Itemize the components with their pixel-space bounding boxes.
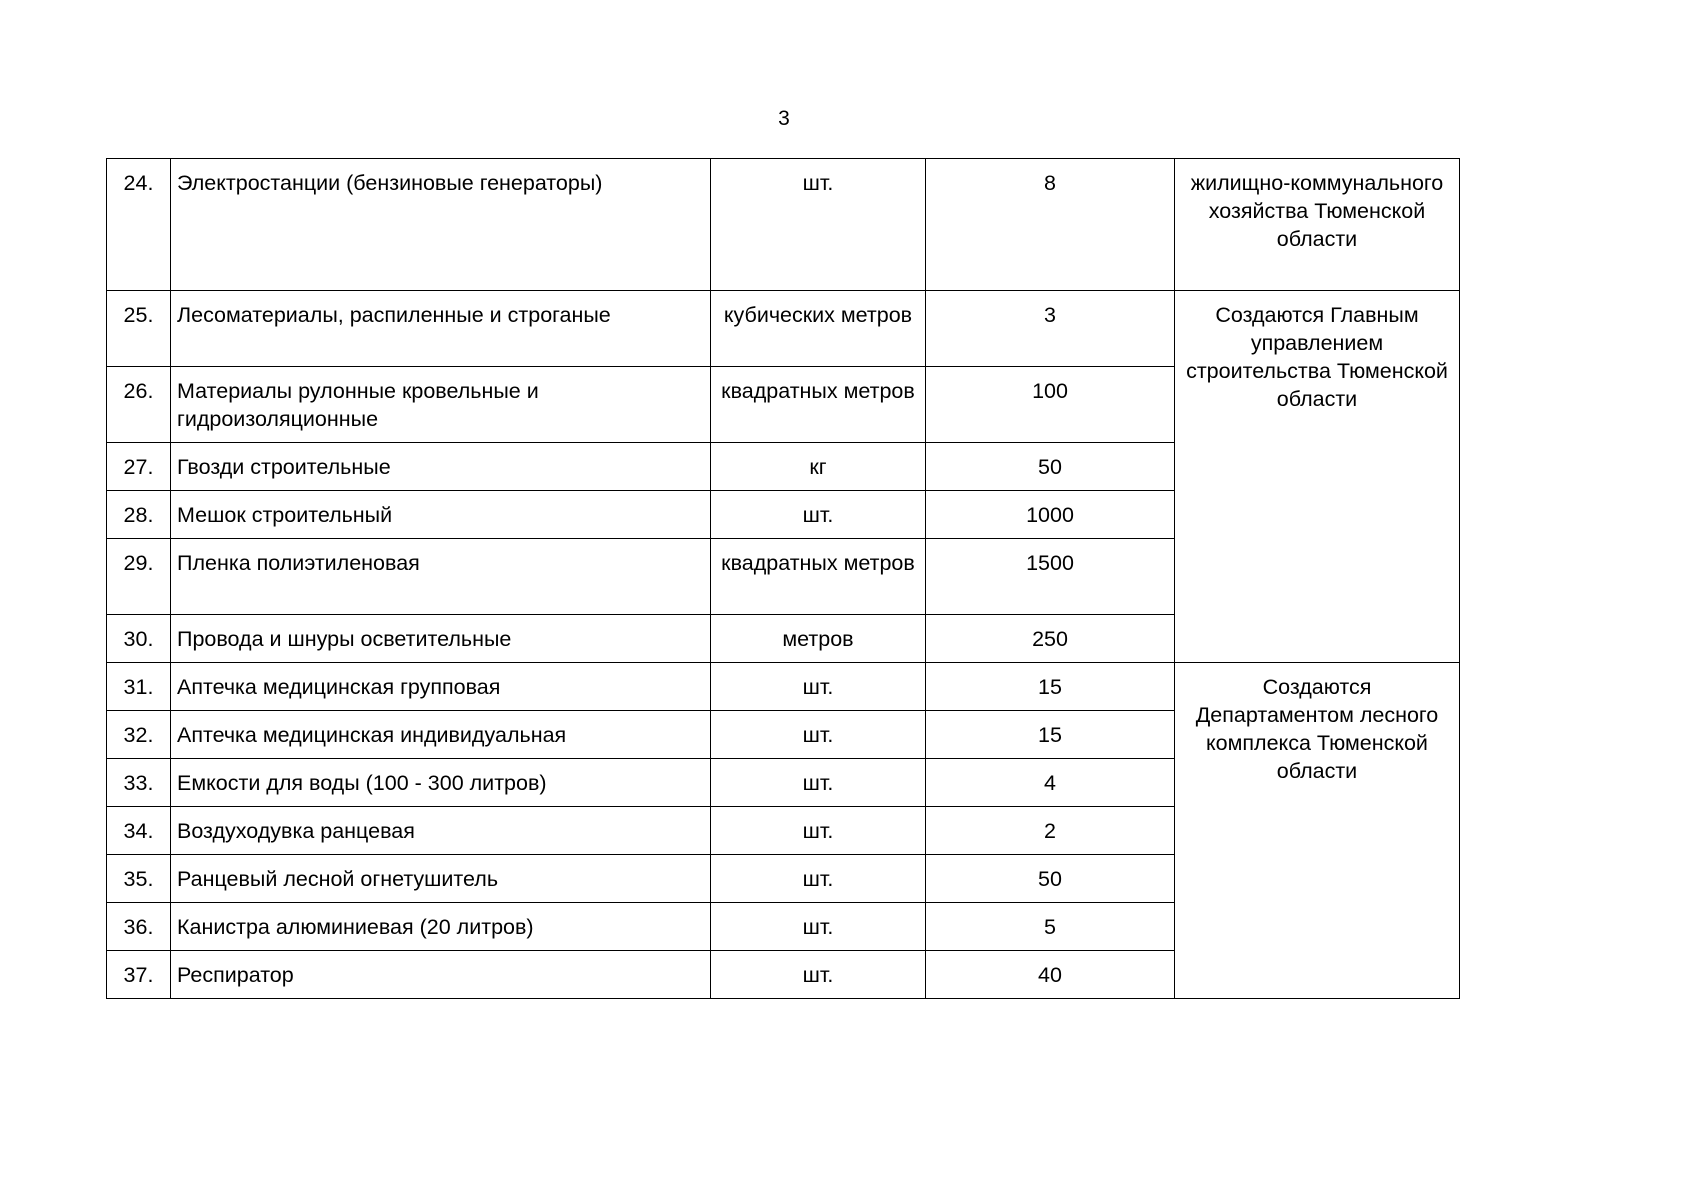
row-number: 32. <box>107 711 171 759</box>
item-unit: шт. <box>711 159 926 291</box>
item-name: Ранцевый лесной огнетушитель <box>171 855 711 903</box>
item-name: Аптечка медицинская групповая <box>171 663 711 711</box>
item-quantity: 3 <box>926 291 1175 367</box>
item-name: Провода и шнуры осветительные <box>171 615 711 663</box>
table-row <box>107 663 1460 711</box>
row-number: 37. <box>107 951 171 999</box>
item-name: Материалы рулонные кровельные и гидроизоляционные <box>171 367 711 443</box>
row-number: 34. <box>107 807 171 855</box>
row-number: 33. <box>107 759 171 807</box>
page-number: 3 <box>778 107 790 130</box>
item-unit: шт. <box>711 759 926 807</box>
item-unit: квадратных метров <box>711 367 926 443</box>
item-unit: шт. <box>711 951 926 999</box>
item-name: Пленка полиэтиленовая <box>171 539 711 615</box>
item-unit: кубических метров <box>711 291 926 367</box>
item-quantity: 8 <box>926 159 1175 291</box>
row-number: 31. <box>107 663 171 711</box>
item-name: Канистра алюминиевая (20 литров) <box>171 903 711 951</box>
item-quantity: 40 <box>926 951 1175 999</box>
item-unit: шт. <box>711 491 926 539</box>
item-name: Емкости для воды (100 - 300 литров) <box>171 759 711 807</box>
item-name: Лесоматериалы, распиленные и строганые <box>171 291 711 367</box>
responsible-construction: Создаются Главным управлением строительства Тюменской области <box>1175 291 1460 663</box>
table-row <box>107 291 1460 367</box>
responsible-forestry: Создаются Департаментом лесного комплекса Тюменской области <box>1175 663 1460 999</box>
item-name: Воздуходувка ранцевая <box>171 807 711 855</box>
responsible-housing: жилищно-коммунального хозяйства Тюменской области <box>1175 159 1460 291</box>
item-unit: шт. <box>711 903 926 951</box>
item-unit: шт. <box>711 807 926 855</box>
item-name: Аптечка медицинская индивидуальная <box>171 711 711 759</box>
item-unit: шт. <box>711 663 926 711</box>
row-number: 26. <box>107 367 171 443</box>
row-number: 25. <box>107 291 171 367</box>
item-quantity: 5 <box>926 903 1175 951</box>
item-quantity: 50 <box>926 443 1175 491</box>
item-quantity: 100 <box>926 367 1175 443</box>
item-unit: кг <box>711 443 926 491</box>
row-number: 29. <box>107 539 171 615</box>
item-unit: квадратных метров <box>711 539 926 615</box>
row-number: 28. <box>107 491 171 539</box>
item-quantity: 4 <box>926 759 1175 807</box>
item-name: Электростанции (бензиновые генераторы) <box>171 159 711 291</box>
table-row <box>107 159 1460 291</box>
row-number: 30. <box>107 615 171 663</box>
row-number: 36. <box>107 903 171 951</box>
item-unit: шт. <box>711 711 926 759</box>
row-number: 27. <box>107 443 171 491</box>
item-name: Мешок строительный <box>171 491 711 539</box>
row-number: 24. <box>107 159 171 291</box>
row-number: 35. <box>107 855 171 903</box>
reserve-materials-table <box>106 158 1460 999</box>
item-unit: шт. <box>711 855 926 903</box>
item-quantity: 1500 <box>926 539 1175 615</box>
item-quantity: 250 <box>926 615 1175 663</box>
item-quantity: 2 <box>926 807 1175 855</box>
item-quantity: 1000 <box>926 491 1175 539</box>
item-quantity: 15 <box>926 711 1175 759</box>
item-quantity: 15 <box>926 663 1175 711</box>
item-name: Гвозди строительные <box>171 443 711 491</box>
item-quantity: 50 <box>926 855 1175 903</box>
item-name: Респиратор <box>171 951 711 999</box>
item-unit: метров <box>711 615 926 663</box>
